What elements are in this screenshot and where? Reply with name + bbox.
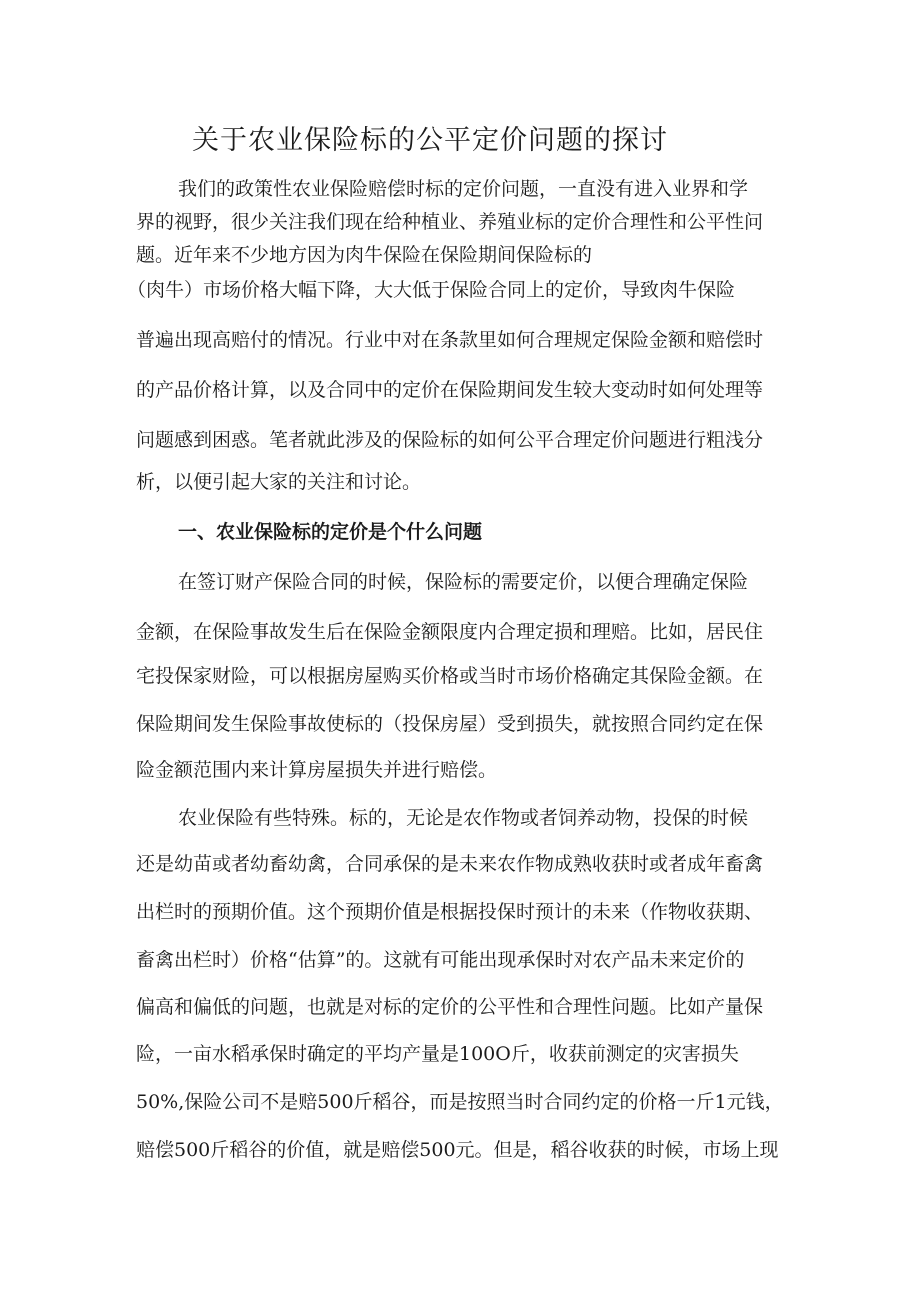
paragraph-line: 农业保险有些特殊。标的，无论是农作物或者饲养动物，投保的时候 [178,807,749,829]
paragraph-line: 界的视野，很少关注我们现在给种植业、养殖业标的定价合理性和公平性问 [136,211,764,233]
paragraph-line: 赔偿500斤稻谷的价值，就是赔偿500元。但是，稻谷收获的时候，市场上现 [136,1139,779,1161]
document-title: 关于农业保险标的公平定价问题的探讨 [192,125,668,156]
paragraph-line: 金额，在保险事故发生后在保险金额限度内合理定损和理赔。比如，居民住 [136,621,764,643]
paragraph-line: 的产品价格计算，以及合同中的定价在保险期间发生较大变动时如何处理等 [136,379,764,401]
paragraph-line: 出栏时的预期价值。这个预期价值是根据投保时预计的未来（作物收获期、 [136,901,764,923]
paragraph-line: 析，以便引起大家的关注和讨论。 [136,471,422,493]
paragraph-line: 畜禽出栏时）价格“估算”的。这就有可能出现承保时对农产品未来定价的 [136,949,745,971]
paragraph-line: 宅投保家财险，可以根据房屋购买价格或当时市场价格确定其保险金额。在 [136,665,764,687]
paragraph-line: 普遍出现高赔付的情况。行业中对在条款里如何合理规定保险金额和赔偿时 [136,329,764,351]
paragraph-line: 50%,保险公司不是赔500斤稻谷，而是按照当时合同约定的价格一斤1元钱， [136,1091,784,1113]
paragraph-line: 在签订财产保险合同的时候，保险标的需要定价，以便合理确定保险 [178,571,749,593]
paragraph-line: （肉牛）市场价格大幅下降，大大低于保险合同上的定价，导致肉牛保险 [127,279,736,301]
paragraph-line: 险金额范围内来计算房屋损失并进行赔偿。 [136,759,498,781]
paragraph-line: 还是幼苗或者幼畜幼禽，合同承保的是未来农作物成熟收获时或者成年畜禽 [136,853,764,875]
paragraph-line: 保险期间发生保险事故使标的（投保房屋）受到损失，就按照合同约定在保 [136,713,764,735]
paragraph-line: 偏高和偏低的问题，也就是对标的定价的公平性和合理性问题。比如产量保 [136,996,764,1018]
section-heading: 一、农业保险标的定价是个什么问题 [178,521,483,543]
paragraph-line: 题。近年来不少地方因为肉牛保险在保险期间保险标的 [136,244,593,266]
paragraph-line: 问题感到困惑。笔者就此涉及的保险标的如何公平合理定价问题进行粗浅分 [136,429,764,451]
paragraph-line: 我们的政策性农业保险赔偿时标的定价问题，一直没有进入业界和学 [178,178,749,200]
paragraph-line: 险，一亩水稻承保时确定的平均产量是100O斤，收获前测定的灾害损失 [136,1043,739,1065]
